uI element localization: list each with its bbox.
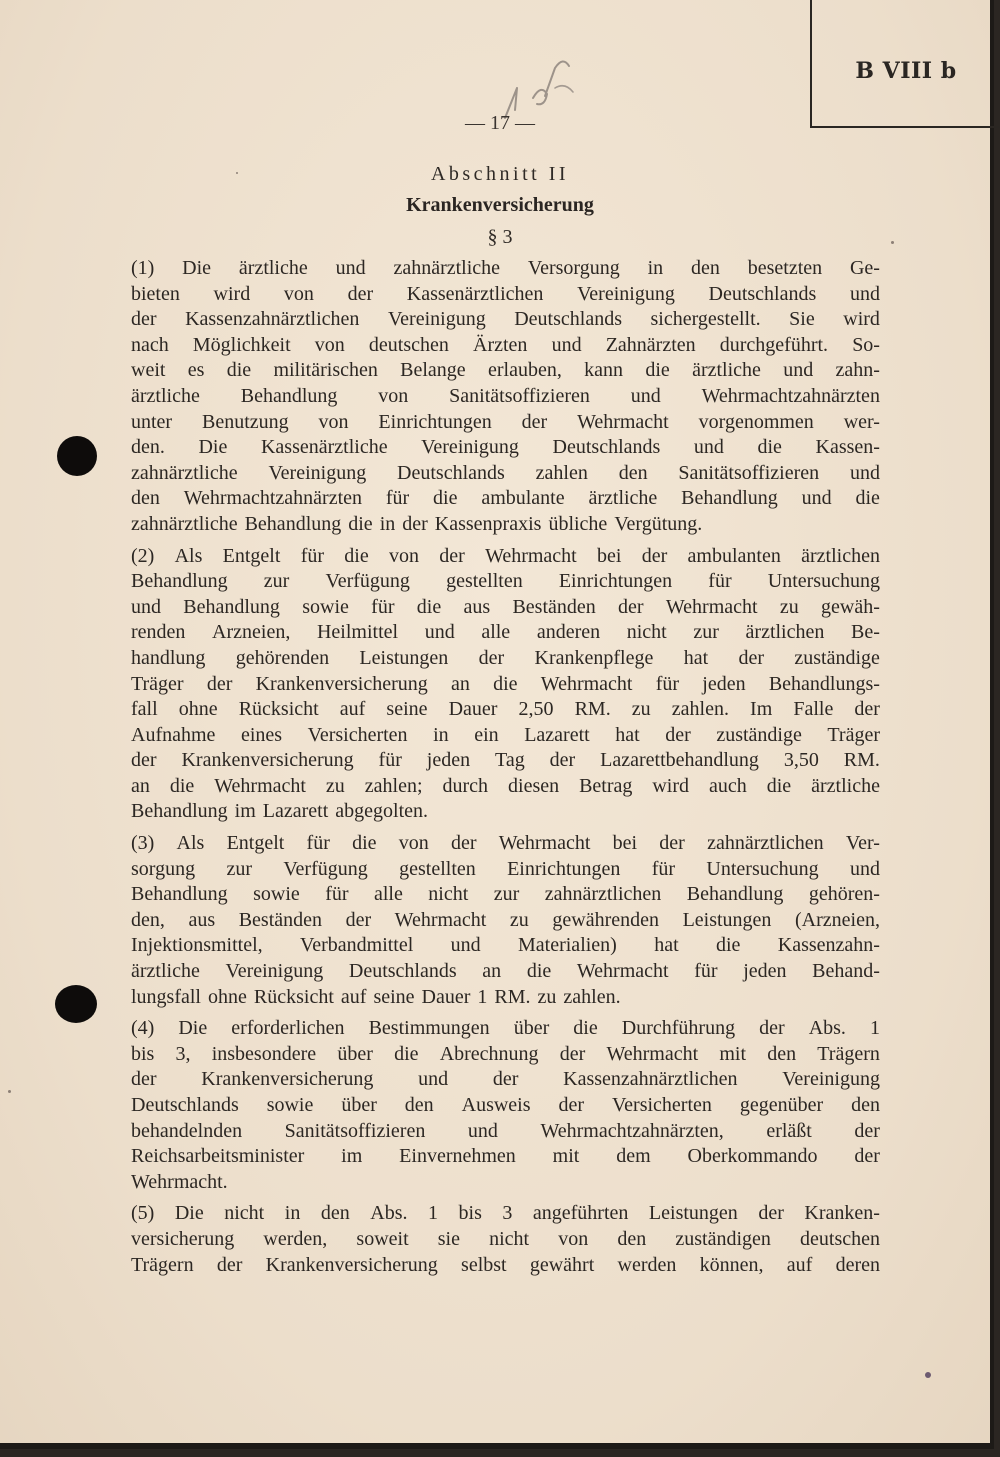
text-line: Injektionsmittel, Verbandmittel und Materialien) hat die Kassenzahn- <box>131 934 880 957</box>
paragraph-5 <box>131 1201 880 1278</box>
text-line: zahnärztliche Vereinigung Deutschlands zahlen den Sanitätsoffizieren und <box>131 461 880 484</box>
text-line: bieten wird von der Kassenärztlichen Vereinigung Deutschlands und <box>131 282 880 305</box>
text-line: Behandlung sowie für alle nicht zur zahnärztlichen Behandlung gehören- <box>131 883 880 906</box>
paragraph-4 <box>131 1016 880 1195</box>
paragraph-sign: § 3 <box>487 226 513 248</box>
text-line: behandelnden Sanitätsoffizieren und Wehrmachtzahnärzten, erläßt der <box>131 1119 880 1142</box>
text-line: versicherung werden, soweit sie nicht von den zuständigen deutschen <box>131 1227 880 1250</box>
text-line: (4) Die erforderlichen Bestimmungen über die Durchführung der Abs. 1 <box>131 1017 880 1040</box>
text-line: der Kassenzahnärztlichen Vereinigung Deutschlands sichergestellt. Sie wird <box>131 308 880 331</box>
text-line: an die Wehrmacht zu zahlen; durch diesen Betrag wird auch die ärztliche <box>131 774 880 797</box>
text-line: den, aus Beständen der Wehrmacht zu gewährenden Leistungen (Arzneien, <box>131 908 880 931</box>
text-line: Wehrmacht. <box>131 1170 228 1193</box>
section-subtitle: Krankenversicherung <box>406 194 594 216</box>
section-title: Abschnitt II <box>430 163 570 185</box>
text-line: sorgung zur Verfügung gestellten Einrichtungen für Untersuchung und <box>131 857 880 880</box>
ink-speck <box>8 1090 11 1093</box>
classification-stamp-box <box>810 0 1000 128</box>
text-line: den. Die Kassenärztliche Vereinigung Deutschlands und die Kassen- <box>131 436 880 459</box>
ink-speck <box>891 241 894 244</box>
classification-label: B VIII b <box>855 58 957 84</box>
punch-hole-bottom <box>55 985 97 1023</box>
page-number: — 17 — <box>465 112 535 134</box>
text-line: (1) Die ärztliche und zahnärztliche Versorgung in den besetzten Ge- <box>131 257 880 279</box>
text-line: ärztliche Vereinigung Deutschlands an die Wehrmacht für jeden Behand- <box>131 960 880 983</box>
text-line: (3) Als Entgelt für die von der Wehrmacht bei der zahnärztlichen Ver- <box>131 832 880 855</box>
text-line: bis 3, insbesondere über die Abrechnung der Wehrmacht mit den Trägern <box>131 1042 880 1065</box>
paragraph-2 <box>131 544 880 826</box>
text-line: renden Arzneien, Heilmittel und alle anderen nicht zur ärztlichen Be- <box>131 621 880 644</box>
text-line: (2) Als Entgelt für die von der Wehrmacht bei der ambulanten ärztlichen <box>131 544 880 567</box>
text-line: weit es die militärischen Belange erlauben, kann die ärztliche und zahn- <box>131 359 880 382</box>
ink-speck <box>925 1372 931 1378</box>
text-line: fall ohne Rücksicht auf seine Dauer 2,50 RM. zu zahlen. Im Falle der <box>131 698 880 721</box>
text-line: Trägern der Krankenversicherung selbst gewährt werden können, auf deren <box>131 1253 880 1276</box>
paragraph-3 <box>131 831 880 1010</box>
text-line: nach Möglichkeit von deutschen Ärzten und Zahnärzten durchgeführt. So- <box>131 333 880 356</box>
text-line: unter Benutzung von Einrichtungen der Wehrmacht vorgenommen wer- <box>131 410 880 433</box>
text-line: handlung gehörenden Leistungen der Krankenpflege hat der zuständige <box>131 646 880 669</box>
text-line: Behandlung zur Verfügung gestellten Einrichtungen für Untersuchung <box>131 570 880 593</box>
text-line: Reichsarbeitsminister im Einvernehmen mit dem Oberkommando der <box>131 1145 880 1168</box>
text-line: Träger der Krankenversicherung an die Wehrmacht für jeden Behandlungs- <box>131 672 880 695</box>
text-line: ärztliche Behandlung von Sanitätsoffizieren und Wehrmachtzahnärzten <box>131 384 880 407</box>
text-line: lungsfall ohne Rücksicht auf seine Dauer 1 RM. zu zahlen. <box>131 985 621 1008</box>
text-line: der Krankenversicherung für jeden Tag der Lazarettbehandlung 3,50 RM. <box>131 749 880 772</box>
text-line: Aufnahme eines Versicherten in ein Lazarett hat der zuständige Träger <box>131 723 880 746</box>
text-line: und Behandlung sowie für die aus Beständen der Wehrmacht zu gewäh- <box>131 595 880 618</box>
text-line: der Krankenversicherung und der Kassenzahnärztlichen Vereinigung <box>131 1068 880 1091</box>
text-line: den Wehrmachtzahnärzten für die ambulante ärztliche Behandlung und die <box>131 487 880 510</box>
text-line: zahnärztliche Behandlung die in der Kassenpraxis übliche Vergütung. <box>131 512 703 535</box>
body-text <box>131 256 880 1284</box>
paragraph-1 <box>131 256 880 538</box>
punch-hole-top <box>57 436 97 476</box>
text-line: Behandlung im Lazarett abgegolten. <box>131 800 429 823</box>
text-line: Deutschlands sowie über den Ausweis der Versicherten gegenüber den <box>131 1094 880 1116</box>
ink-speck <box>236 172 238 174</box>
text-line: (5) Die nicht in den Abs. 1 bis 3 angeführten Leistungen der Kranken- <box>131 1202 880 1225</box>
